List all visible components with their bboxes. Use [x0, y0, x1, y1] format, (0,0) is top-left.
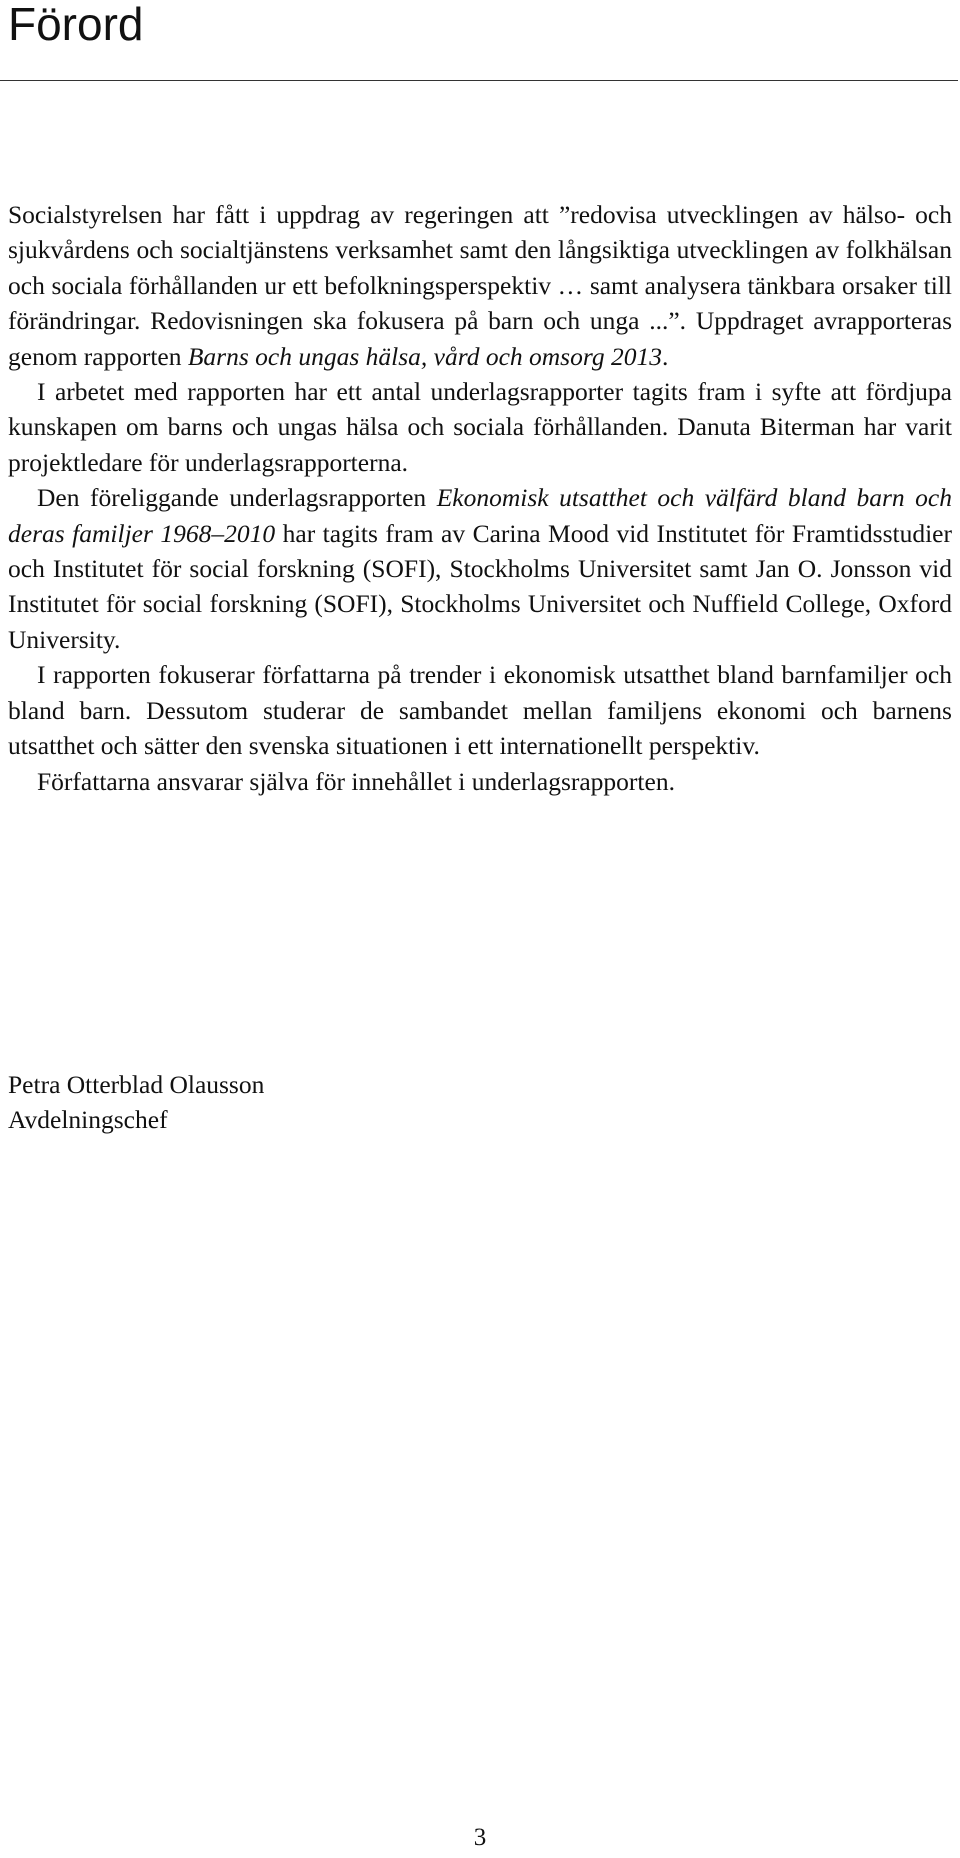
paragraph-assignment-text: Socialstyrelsen har fått i uppdrag av regeringen att ”redovisa utvecklingen av hälso- och sjukvårdens och socialtjänstens verksamhet samt den långsiktiga utvecklingen av folkhälsan och sociala förhållanden ur ett befolkningsperspektiv … samt analysera tänkbara orsaker till förändringar. Redovisningen ska fokusera på barn och unga ...”. Uppdraget avrapporteras genom rapporten	[8, 200, 952, 371]
report-title-italic: Barns och ungas hälsa, vård och omsorg 2013	[187, 341, 662, 371]
signatory-title: Avdelningschef	[8, 1105, 168, 1135]
signature-block	[8, 1067, 264, 1138]
heading-divider	[0, 80, 958, 81]
underlag-title-italic: Ekonomisk utsatthet och välfärd bland barn och deras familjer 1968–2010	[8, 483, 953, 548]
paragraph-focus: I rapporten fokuserar författarna på trender i ekonomisk utsatthet bland barnfamiljer och bland barn. Dessutom studerar de sambandet mellan familjens ekonomi och barnens utsatthet och sätter den svenska situationen i ett internationellt perspektiv.	[8, 660, 952, 761]
paragraph-background: I arbetet med rapporten har ett antal underlagsrapporter tagits fram i syfte att fördjupa kunskapen om barns och ungas hälsa och sociala förhållanden. Danuta Biterman har varit projektledare för underlagsrapporterna.	[8, 377, 952, 477]
page-number: 3	[473, 1824, 487, 1851]
paragraph-authors	[8, 480, 952, 657]
paragraph-authors-text: har tagits fram av Carina Mood vid Institutet för Framtidsstudier och Institutet för social forskning (SOFI), Stockholms Universitet samt Jan O. Jonsson vid Institutet för social forskning (SOFI), Stockholms Universitet och Nuffield College, Oxford University.	[8, 518, 952, 654]
page-title: Förord	[8, 0, 144, 50]
paragraph-responsibility: Författarna ansvarar själva för innehållet i underlagsrapporten.	[37, 766, 675, 796]
paragraph-authors-intro: Den föreliggande underlagsrapporten	[37, 483, 437, 513]
signatory-name: Petra Otterblad Olausson	[8, 1070, 265, 1099]
paragraph-assignment	[8, 197, 952, 374]
paragraph-assignment-end: .	[661, 341, 669, 371]
foreword-body	[8, 197, 952, 799]
